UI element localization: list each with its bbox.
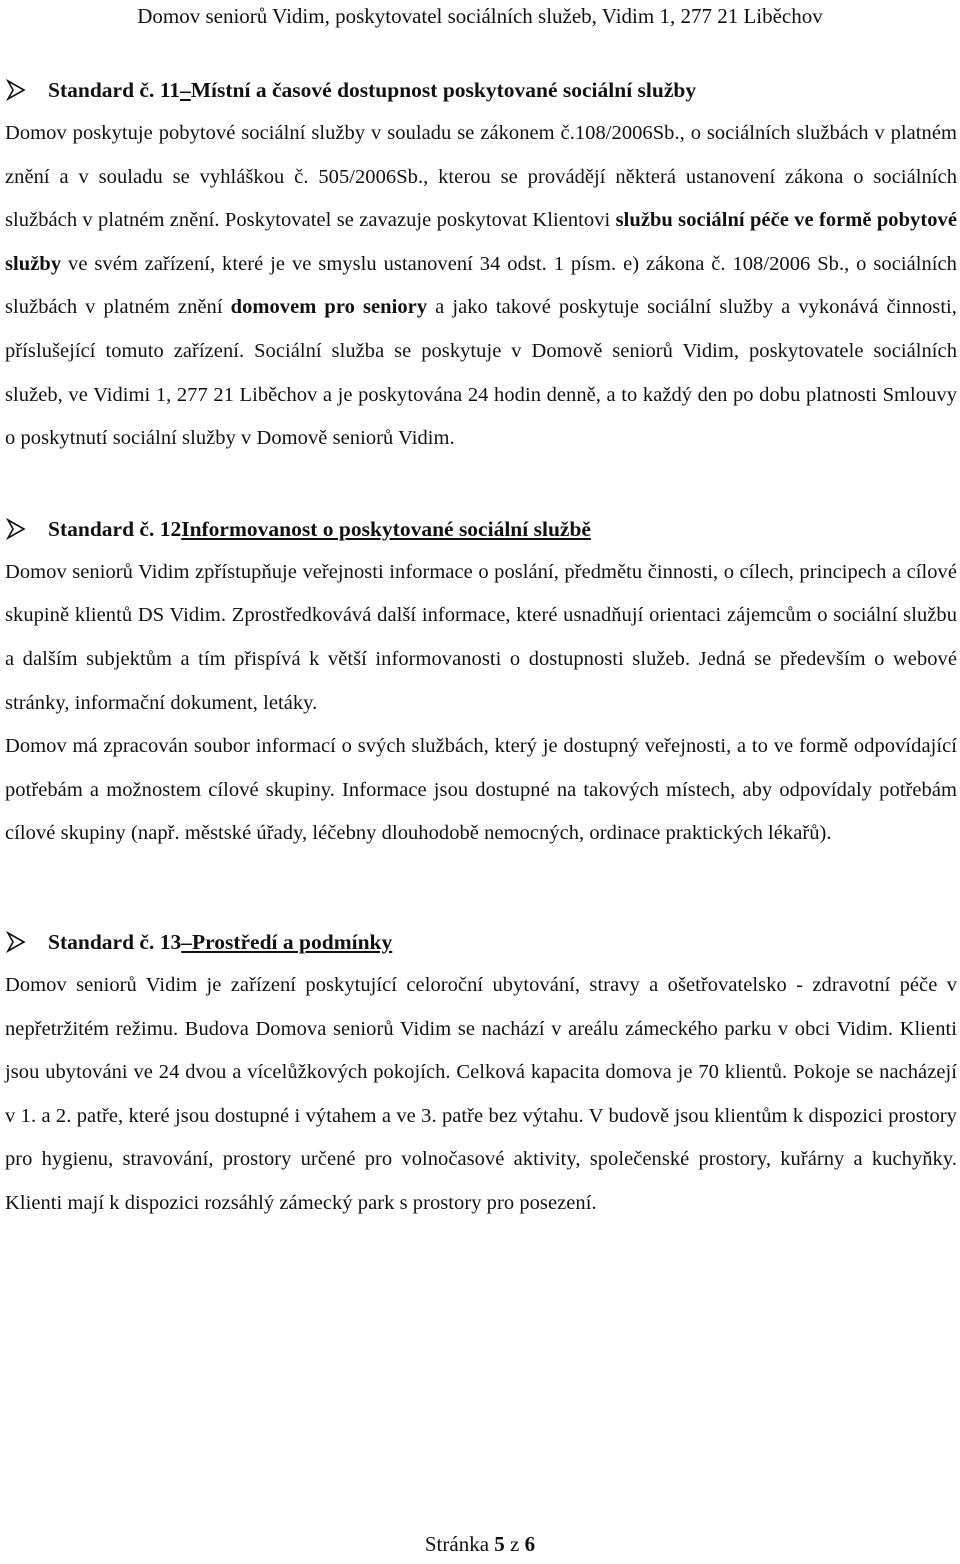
section-standard-12 [5,507,957,856]
page-header: Domov seniorů Vidim, poskytovatel sociálních služeb, Vidim 1, 277 21 Liběchov [137,4,823,28]
section-heading [5,507,957,551]
arrowhead-bullet-icon [5,79,27,101]
text-run: Domov seniorů Vidim zpřístupňuje veřejnosti informace o poslání, předmětu činnosti, o cílech, principech a cílové skupině klientů DS Vidim. Zprostředkovává další informace, které usnadňují orientaci zájemcům o sociální službu a dalším subjektům a tím přispívá k větší informovanosti o dostupnosti služeb. Jedná se především o webové stránky, informační dokument, letáky. [5,560,957,714]
heading-dash: – [181,929,192,954]
page-of: z [510,1532,520,1556]
page-label: Stránka [424,1532,490,1556]
heading-dash: – [180,78,191,102]
arrowhead-bullet-icon [5,931,27,953]
document-body [5,68,957,1225]
heading-prefix: Standard č. 12 [48,516,182,541]
bold-text-run: domovem pro seniory [230,296,428,319]
heading-title: Prostředí a podmínky [191,929,393,954]
bold-text-run: službu sociální péče ve formě pobytové služby [5,209,957,275]
page-current: 5 [494,1532,505,1556]
section-heading [5,920,957,964]
heading-prefix: Standard č. 11 [48,78,181,102]
section-heading [5,68,957,112]
paragraph [5,551,957,725]
text-run: Domov poskytuje pobytové sociální služby v souladu se zákonem č.108/2006Sb., o sociálních službách v platném znění a v souladu se vyhláškou č. 505/2006Sb., kterou se provádějí některá ustanovení zákona o sociálních službách v platném znění. Poskytovatel se zavazuje poskytovat Klientovi [5,122,957,232]
heading-title: Místní a časové dostupnost poskytované sociální služby [190,78,697,102]
text-run: ve svém zařízení, které je ve smyslu ustanovení 34 odst. 1 písm. e) zákona č. 108/2006 Sb., o sociálních službách v platném znění [5,252,957,319]
section-standard-13 [5,920,957,1226]
text-run: a jako takové poskytuje sociální služby a vykonává činnosti, příslušející tomuto zařízení. Sociální služba se poskytuje v Domově seniorů Vidim, poskytovatele sociálních služeb, ve Vidimi 1, 277 21 Liběchov a je poskytována 24 hodin denně, a to každý den po dobu platnosti Smlouvy o poskytnutí sociální služby v Domově seniorů Vidim. [5,296,957,450]
paragraph [5,964,957,1226]
heading-prefix: Standard č. 13 [48,929,182,954]
text-run: Domov seniorů Vidim je zařízení poskytující celoroční ubytování, stravy a ošetřovatelsko - zdravotní péče v nepřetržitém režimu. Budova Domova seniorů Vidim se nachází v areálu zámeckého parku v obci Vidim. Klienti jsou ubytováni ve 24 dvou a vícelůžkových pokojích. Celková kapacita domova je 70 klientů. Pokoje se nacházejí v 1. a 2. patře, které jsou dostupné i výtahem a ve 3. patře bez výtahu. V budově jsou klientům k dispozici prostory pro hygienu, stravování, prostory určené pro volnočasové aktivity, společenské prostory, kuřárny a kuchyňky. Klienti mají k dispozici rozsáhlý zámecký park s prostory pro posezení. [5,973,957,1214]
heading-title: Informovanost o poskytované sociální službě [181,516,591,541]
paragraph: Domov má zpracován soubor informací o svých službách, který je dostupný veřejnosti, a to ve formě odpovídající potřebám a možnostem cílové skupiny. Informace jsou dostupné na takových místech, aby odpovídaly potřebám cílové skupiny (např. městské úřady, léčebny dlouhodobě nemocných, ordinace praktických lékařů). [5,735,957,845]
arrowhead-bullet-icon [5,518,27,540]
paragraph [5,112,957,461]
page-total: 6 [524,1532,536,1556]
page-footer [0,1532,960,1557]
section-standard-11 [5,68,957,461]
